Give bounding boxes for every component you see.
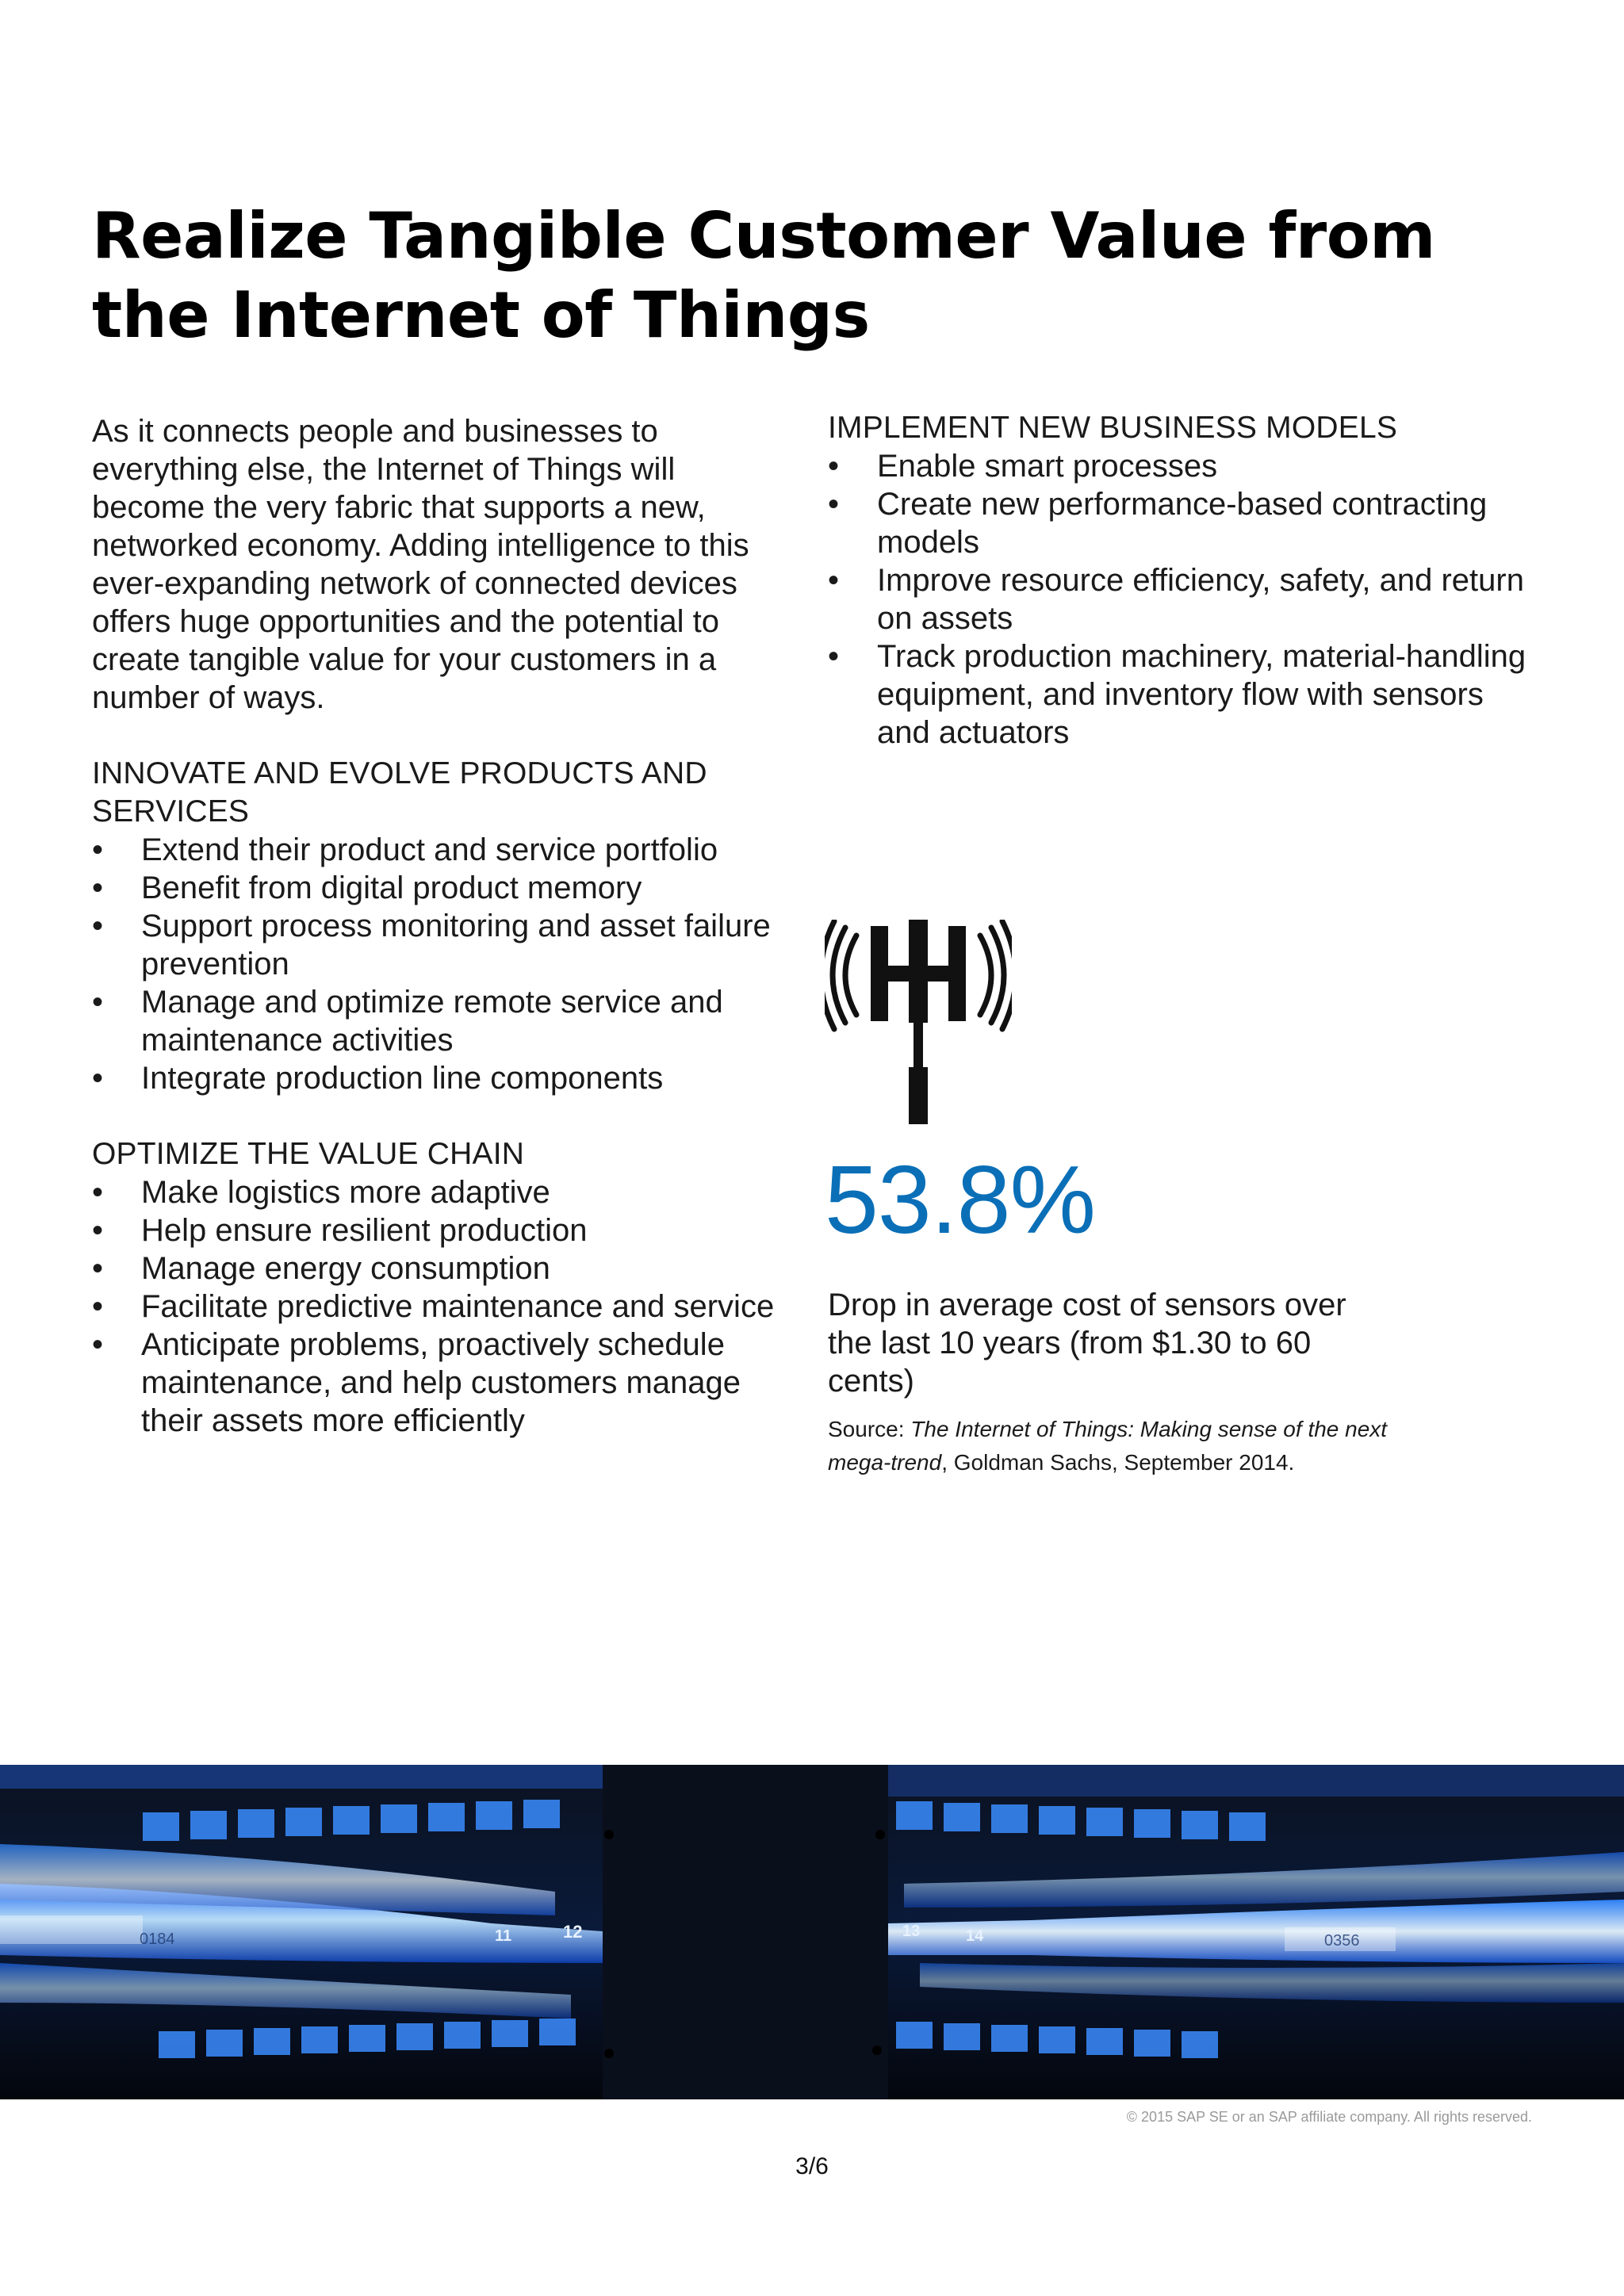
bullet-icon: • (92, 985, 104, 1020)
list-item (92, 1173, 790, 1211)
bullet-icon: • (92, 832, 104, 867)
bullet-icon: • (828, 563, 840, 598)
source-prefix: Source: (828, 1417, 911, 1441)
list-item-text: Benefit from digital product memory (141, 871, 642, 905)
port-label: 11 (495, 1927, 512, 1945)
page-number: 3/6 (795, 2153, 829, 2179)
cable-tag: 0184 (140, 1931, 175, 1948)
list-item (92, 1288, 790, 1326)
bullet-icon: • (92, 871, 104, 905)
list-item (92, 869, 790, 907)
source-title: The Internet of Things: Making sense of the next mega-trend (828, 1417, 1388, 1475)
bullet-icon: • (92, 1289, 104, 1324)
list-item (92, 1249, 790, 1288)
list-item (92, 1211, 790, 1249)
port-label: 14 (966, 1927, 984, 1945)
section-innovate (92, 755, 790, 1097)
list-item (828, 447, 1542, 485)
list-item (828, 637, 1542, 752)
bullet-icon: • (92, 1213, 104, 1248)
list-item-text: Manage energy consumption (141, 1251, 550, 1286)
stat-description: Drop in average cost of sensors over the last 10 years (from $1.30 to 60 cents) (828, 1288, 1346, 1399)
intro-paragraph: As it connects people and businesses to everything else, the Internet of Things will become the very fabric that supports a new, networked economy. Adding intelligence to this ever-expanding network of connected devices offers huge opportunities and the potential to create tangible value for your customers in a number of ways. (92, 414, 749, 715)
list-item-text: Help ensure resilient production (141, 1213, 588, 1248)
port-label: 13 (902, 1923, 921, 1940)
cable-tag: 0356 (1324, 1932, 1360, 1950)
left-column (92, 412, 790, 1478)
list-item (828, 561, 1542, 637)
stat-value: 53.8% (825, 1146, 1095, 1253)
bullet-icon: • (92, 1061, 104, 1096)
right-column (828, 409, 1542, 790)
list-item-text: Integrate production line components (141, 1061, 664, 1096)
section-heading: INNOVATE AND EVOLVE PRODUCTS AND SERVICES (92, 756, 707, 828)
bullet-list (92, 831, 790, 1097)
bullet-icon: • (828, 449, 840, 484)
bullet-icon: • (828, 639, 840, 674)
list-item-text: Make logistics more adaptive (141, 1175, 550, 1210)
list-item-text: Extend their product and service portfolio (141, 832, 718, 867)
list-item (92, 831, 790, 869)
section-heading: OPTIMIZE THE VALUE CHAIN (92, 1137, 525, 1171)
bullet-icon: • (92, 1251, 104, 1286)
port-label: 12 (563, 1922, 583, 1942)
list-item-text: Enable smart processes (877, 449, 1218, 484)
bullet-icon: • (828, 487, 840, 522)
bullet-list (92, 1173, 790, 1440)
section-business-models (828, 409, 1542, 752)
list-item (828, 485, 1542, 561)
list-item (92, 1326, 790, 1440)
list-item-text: Track production machinery, material-handling equipment, and inventory flow with sensors and actuators (877, 639, 1526, 750)
list-item (92, 1059, 790, 1097)
section-heading: IMPLEMENT NEW BUSINESS MODELS (828, 411, 1398, 445)
list-item-text: Manage and optimize remote service and maintenance activities (141, 985, 723, 1058)
source-suffix: , Goldman Sachs, September 2014. (941, 1450, 1295, 1475)
bullet-icon: • (92, 1175, 104, 1210)
copyright-notice: © 2015 SAP SE or an SAP affiliate company. All rights reserved. (1126, 2109, 1532, 2125)
network-patch-panel-photo (0, 1765, 1624, 2099)
list-item (92, 907, 790, 983)
bullet-icon: • (92, 1327, 104, 1362)
page-title: Realize Tangible Customer Value from the Internet of Things (92, 199, 1436, 352)
bullet-icon: • (92, 909, 104, 943)
list-item-text: Facilitate predictive maintenance and service (141, 1289, 775, 1324)
list-item-text: Support process monitoring and asset failure prevention (141, 909, 771, 982)
list-item-text: Improve resource efficiency, safety, and return on assets (877, 563, 1524, 636)
stat-source (828, 1413, 1446, 1479)
antenna-signal-icon (825, 920, 1012, 1124)
bullet-list (828, 447, 1542, 752)
list-item (92, 983, 790, 1059)
list-item-text: Create new performance-based contracting models (877, 487, 1488, 560)
list-item-text: Anticipate problems, proactively schedule maintenance, and help customers manage their assets more efficiently (141, 1327, 741, 1438)
section-value-chain (92, 1135, 790, 1440)
